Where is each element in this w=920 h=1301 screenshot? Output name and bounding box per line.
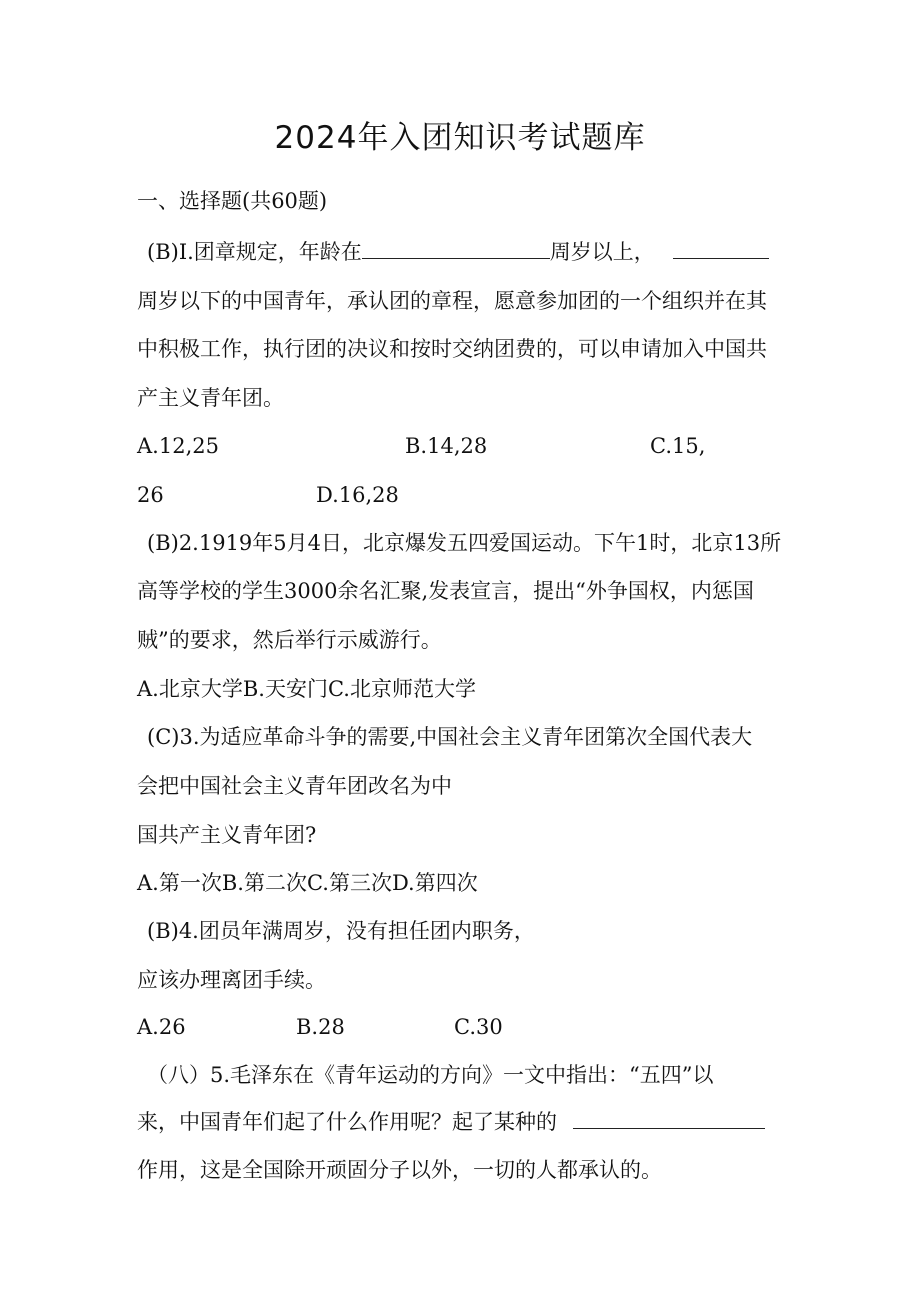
q2-options: A.北京大学B.天安门C.北京师范大学	[137, 677, 476, 701]
q2-line-2: 高等学校的学生3000余名汇聚,发表宣言，提出“外争国权，内惩国	[137, 579, 754, 603]
q1-line-3: 中积极工作，执行团的决议和按时交纳团费的，可以申请加入中国共	[137, 337, 767, 361]
q1-text-b: 周岁以上，	[549, 240, 655, 264]
q4-line-1: (B)4.团员年满周岁，没有担任团内职务，	[147, 919, 535, 943]
q5-blank	[573, 1108, 765, 1129]
q5-line-1: （八）5.毛泽东在《青年运动的方向》一文中指出：“五四”以	[147, 1063, 714, 1087]
q3-line-2: 会把中国社会主义青年团改名为中	[137, 774, 452, 798]
q4-option-c: C.30	[454, 1015, 503, 1039]
q3-line-3: 国共产主义青年团?	[137, 823, 317, 847]
q1-line-4: 产主义青年团。	[137, 386, 284, 410]
q1-option-b: B.14,28	[405, 434, 488, 458]
q2-line-3: 贼”的要求，然后举行示威游行。	[137, 628, 442, 652]
q3-options: A.第一次B.第二次C.第三次D.第四次	[137, 871, 478, 895]
q1-option-a: A.12,25	[137, 434, 219, 458]
q5-line-3: 作用，这是全国除开顽固分子以外，一切的人都承认的。	[137, 1158, 662, 1182]
q1-blank-2	[673, 238, 769, 259]
q1-option-d: D.16,28	[316, 483, 399, 507]
document-title: 2024年入团知识考试题库	[274, 120, 646, 156]
q4-line-2: 应该办理离团手续。	[137, 968, 326, 992]
q1-blank-1	[362, 238, 550, 259]
q4-option-a: A.26	[137, 1015, 186, 1039]
q1-line-1	[147, 237, 769, 267]
section-heading: 一、选择题(共60题)	[137, 189, 328, 213]
q1-text-a: (B)I.团章规定，年龄在	[147, 240, 362, 264]
q5-line-2	[137, 1107, 765, 1137]
q1-option-c-cont: 26	[137, 483, 164, 507]
q4-option-b: B.28	[296, 1015, 345, 1039]
q2-line-1: (B)2.1919年5月4日，北京爆发五四爱国运动。下午1时，北京13所	[147, 531, 782, 555]
q5-text-a: 来，中国青年们起了什么作用呢？起了某种的	[137, 1110, 557, 1134]
q1-line-2: 周岁以下的中国青年，承认团的章程，愿意参加团的一个组织并在其	[137, 289, 767, 313]
q1-option-c: C.15,	[650, 434, 706, 458]
q3-line-1: (C)3.为适应革命斗争的需要,中国社会主义青年团第次全国代表大	[147, 725, 753, 749]
